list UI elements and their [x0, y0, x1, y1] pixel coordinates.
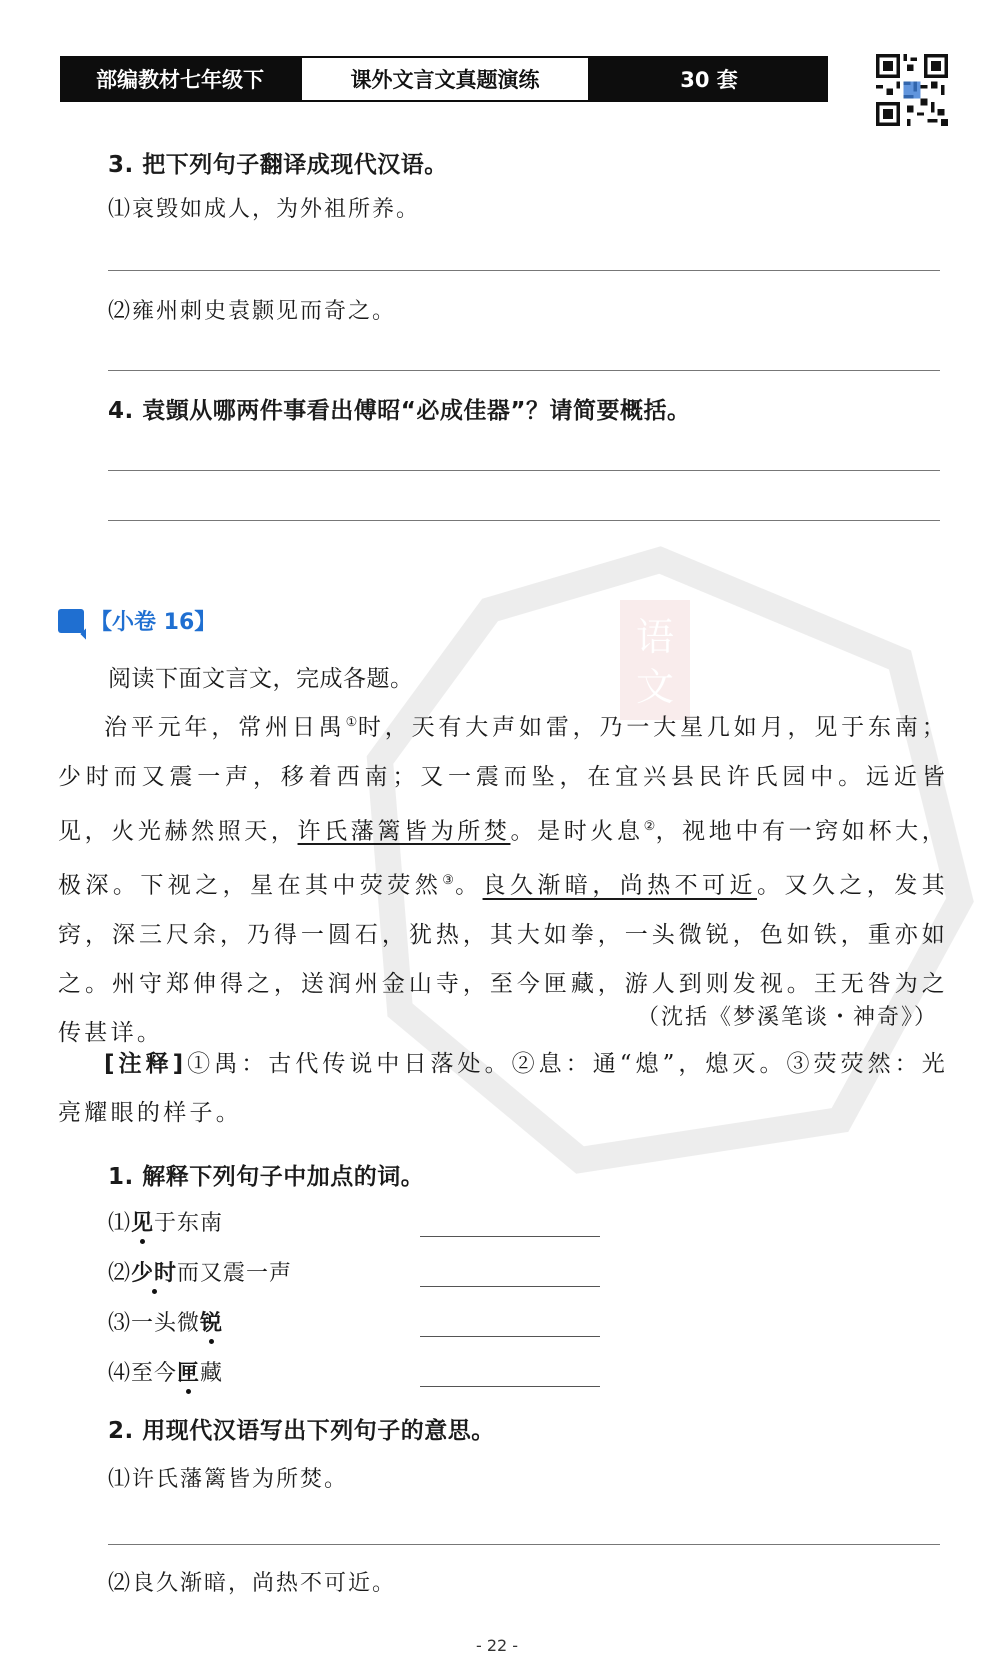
header-grade: 部编教材七年级下 — [60, 56, 300, 102]
question-2-item-1: ⑴许氏藩篱皆为所焚。 — [108, 1467, 349, 1492]
underlined-sentence-1: 许氏藩篱皆为所焚 — [297, 818, 511, 845]
question-1-item-1: ⑴见于东南 — [108, 1211, 224, 1236]
question-2-title: 2. 用现代汉语写出下列句子的意思。 — [108, 1418, 495, 1444]
section-header — [58, 605, 216, 636]
qr-code-icon — [876, 54, 948, 126]
answer-line[interactable] — [108, 370, 940, 371]
answer-line[interactable] — [108, 520, 940, 521]
answer-line[interactable] — [108, 270, 940, 271]
answer-line[interactable] — [108, 470, 940, 471]
watermark-char-2: 文 — [635, 665, 675, 709]
reading-instruction: 阅读下面文言文，完成各题。 — [108, 666, 414, 692]
question-1-title: 1. 解释下列句子中加点的词。 — [108, 1164, 425, 1190]
question-1-item-2: ⑵少时而又震一声 — [108, 1261, 293, 1286]
answer-blank[interactable] — [420, 1336, 600, 1337]
header-title: 课外文言文真题演练 — [300, 56, 590, 102]
header-count: 30 套 — [590, 56, 828, 102]
answer-line[interactable] — [108, 1544, 940, 1545]
question-2-item-2: ⑵良久渐暗，尚热不可近。 — [108, 1571, 397, 1596]
bookmark-icon — [58, 609, 84, 633]
passage-source: （沈括《梦溪笔谈・神奇》） — [636, 1005, 938, 1030]
underlined-sentence-2: 良久渐暗，尚热不可近 — [482, 872, 758, 899]
answer-blank[interactable] — [420, 1236, 600, 1237]
answer-blank[interactable] — [420, 1286, 600, 1287]
passage-text: 治平元年，常州日禺①时，天有大声如雷，乃一大星几如月，见于东南；少时而又震一声，移着西南；又一震而坠，在宜兴县民许氏园中。远近皆见，火光赫然照天，许氏藩篱皆为所焚。是时火息②，视地中有一窍如杯大，极深。下视之，星在其中荧荧然③。良久渐暗，尚热不可近。又久之，发其窍，深三尺余，乃得一圆石，犹热，其大如拳，一头微锐，色如铁，重亦如之。州守郑伸得之，送润州金山寺，至今匣藏，游人到则发视。王无咎为之传甚详。 — [58, 714, 949, 1046]
question-4-title: 4. 袁顗从哪两件事看出傅昭“必成佳器”？请简要概括。 — [108, 398, 691, 424]
question-1-item-3: ⑶一头微锐 — [108, 1311, 224, 1336]
annotation: [注释]①禺：古代传说中日落处。②息：通“熄”，熄灭。③荧荧然：光亮耀眼的样子。 — [58, 1051, 948, 1126]
question-3-title: 3. 把下列句子翻译成现代汉语。 — [108, 152, 448, 178]
question-3-item-1: ⑴哀毁如成人，为外祖所养。 — [108, 197, 421, 222]
answer-blank[interactable] — [420, 1386, 600, 1387]
question-1-item-4: ⑷至今匣藏 — [108, 1361, 224, 1386]
question-3-item-2: ⑵雍州刺史袁颢见而奇之。 — [108, 299, 397, 324]
page-number: - 22 - — [475, 1636, 519, 1655]
watermark-char-1: 语 — [635, 615, 675, 659]
section-label: 【小卷 16】 — [90, 610, 217, 635]
